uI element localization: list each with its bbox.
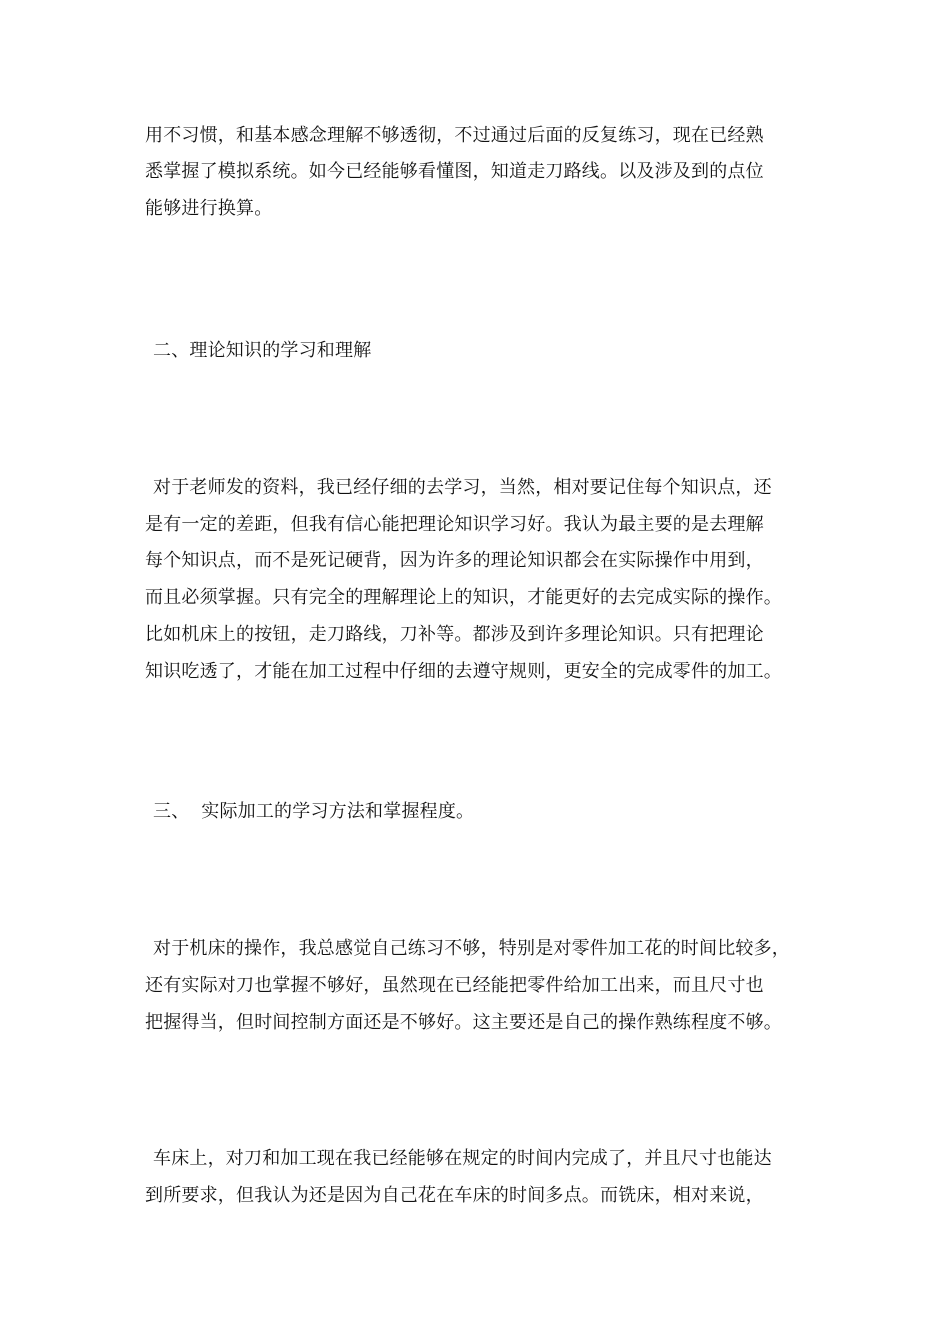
paragraph-line: 对于老师发的资料，我已经仔细的去学习，当然，相对要记住每个知识点，还	[153, 477, 772, 498]
paragraph-line: 用不习惯，和基本感念理解不够透彻，不过通过后面的反复练习，现在已经熟	[145, 125, 764, 146]
paragraph-line: 把握得当，但时间控制方面还是不够好。这主要还是自己的操作熟练程度不够。	[145, 1012, 782, 1033]
section-heading-theory: 二、理论知识的学习和理解	[153, 340, 372, 361]
paragraph-line: 还有实际对刀也掌握不够好，虽然现在已经能把零件给加工出来，而且尺寸也	[145, 975, 764, 996]
paragraph-line: 知识吃透了，才能在加工过程中仔细的去遵守规则，更安全的完成零件的加工。	[145, 661, 782, 682]
paragraph-line: 比如机床上的按钮，走刀路线，刀补等。都涉及到许多理论知识。只有把理论	[145, 624, 764, 645]
paragraph-line: 而且必须掌握。只有完全的理解理论上的知识，才能更好的去完成实际的操作。	[145, 587, 782, 608]
paragraph-line: 每个知识点，而不是死记硬背，因为许多的理论知识都会在实际操作中用到，	[145, 550, 764, 571]
section-heading-practice: 三、 实际加工的学习方法和掌握程度。	[153, 801, 475, 822]
paragraph-line: 能够进行换算。	[145, 198, 273, 219]
paragraph-line: 是有一定的差距，但我有信心能把理论知识学习好。我认为最主要的是去理解	[145, 514, 764, 535]
paragraph-line: 对于机床的操作，我总感觉自己练习不够，特别是对零件加工花的时间比较多，	[153, 938, 790, 959]
paragraph-line: 悉掌握了模拟系统。如今已经能够看懂图，知道走刀路线。以及涉及到的点位	[145, 161, 764, 182]
paragraph-line: 车床上，对刀和加工现在我已经能够在规定的时间内完成了，并且尺寸也能达	[153, 1148, 772, 1169]
paragraph-line: 到所要求，但我认为还是因为自己花在车床的时间多点。而铣床，相对来说，	[145, 1185, 764, 1206]
